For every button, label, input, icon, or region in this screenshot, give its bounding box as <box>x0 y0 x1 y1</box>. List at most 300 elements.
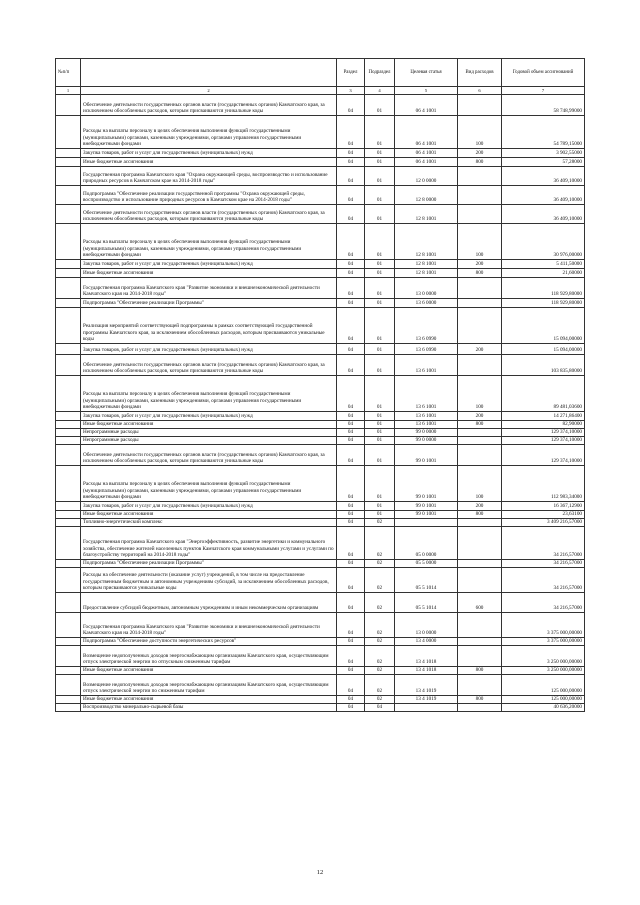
cell-amount: 34 216,57000 <box>502 527 585 560</box>
cell-expense-type: 200 <box>458 260 502 269</box>
cell-expense-type <box>458 613 502 638</box>
cell-description: Расходы на обеспечение деятельности (оказание услуг) учреждений, в том числе на предоставление государственным бюджетным и автономным учреждениям субсидий, за исключением обособленных расходов, которым присваиваются уникальные коды <box>81 568 337 593</box>
cell-subsection: 01 <box>365 511 395 519</box>
table-row <box>56 696 585 704</box>
table-row <box>56 613 585 638</box>
cell-amount: 16 367,12900 <box>502 502 585 511</box>
cell-article <box>395 704 458 712</box>
cell-article: 13 4 1018 <box>395 646 458 667</box>
cell-description: Подпрограмма "Обеспечение доступности энергетических ресурсов" <box>81 638 337 646</box>
cell-section: 04 <box>337 638 365 646</box>
cell-article: 99 0 1001 <box>395 466 458 502</box>
cell-description: Обеспечение деятельности государственных органов власти (государственных органов) Камчатского края, за исключением обособленных расходов, которым присваиваются уникальные коды <box>81 205 337 224</box>
cell-description: Расходы на выплаты персоналу в целях обеспечения выполнения функций государственными (муниципальными) органами, казенными учреждениями, органами управления государственными внебюджетными фондами <box>81 376 337 412</box>
cell-expense-type: 800 <box>458 158 502 167</box>
table-row <box>56 278 585 299</box>
table-row <box>56 421 585 429</box>
cell-description: Государственная программа Камчатского края "Развитие экономики и внешнеэкономической деятельности Камчатского края на 2014-2018 годы" <box>81 278 337 299</box>
cell-article: 05 5 1014 <box>395 568 458 593</box>
cell-subsection: 01 <box>365 466 395 502</box>
column-number: 6 <box>458 87 502 95</box>
cell-article: 12 8 1001 <box>395 205 458 224</box>
cell-description: Обеспечение деятельности государственных органов власти (государственных органов) Камчатского края, за исключением обособленных расходов, которым присваиваются уникальные коды <box>81 355 337 376</box>
cell-section: 04 <box>337 445 365 466</box>
cell-section: 04 <box>337 568 365 593</box>
cell-section: 04 <box>337 224 365 260</box>
header-subsection: Подраздел <box>365 59 395 87</box>
cell-article: 13 0 0000 <box>395 278 458 299</box>
table-row <box>56 466 585 502</box>
cell-description: Топливно-энергетический комплекс <box>81 519 337 527</box>
cell-expense-type: 800 <box>458 421 502 429</box>
cell-amount: 36 409,10000 <box>502 186 585 205</box>
cell-subsection: 01 <box>365 205 395 224</box>
table-row <box>56 527 585 560</box>
cell-article: 99 0 1001 <box>395 445 458 466</box>
cell-amount: 34 216,57000 <box>502 593 585 613</box>
table-row <box>56 95 585 116</box>
cell-subsection: 02 <box>365 696 395 704</box>
cell-section: 04 <box>337 167 365 186</box>
cell-article: 13 6 1001 <box>395 412 458 421</box>
cell-amount: 3 409 216,57000 <box>502 519 585 527</box>
cell-subsection: 01 <box>365 437 395 445</box>
cell-expense-type: 200 <box>458 149 502 158</box>
cell-amount: 3 250 000,00000 <box>502 667 585 675</box>
cell-num <box>56 638 81 646</box>
cell-description: Подпрограмма "Обеспечение реализации Программы" <box>81 299 337 308</box>
cell-expense-type <box>458 186 502 205</box>
cell-article: 13 4 0000 <box>395 638 458 646</box>
cell-subsection: 01 <box>365 260 395 269</box>
cell-description: Подпрограмма "Обеспечение реализации Программы" <box>81 560 337 568</box>
cell-amount: 3 375 000,00000 <box>502 613 585 638</box>
cell-expense-type: 100 <box>458 116 502 149</box>
table-row <box>56 158 585 167</box>
cell-num <box>56 205 81 224</box>
cell-section: 04 <box>337 421 365 429</box>
cell-expense-type <box>458 638 502 646</box>
cell-description: Закупка товаров, работ и услуг для государственных (муниципальных) нужд <box>81 502 337 511</box>
cell-subsection: 01 <box>365 186 395 205</box>
cell-section: 04 <box>337 696 365 704</box>
cell-num <box>56 696 81 704</box>
cell-article: 05 5 1014 <box>395 593 458 613</box>
table-header-row <box>56 59 585 87</box>
cell-subsection: 01 <box>365 376 395 412</box>
cell-amount: 118 929,80000 <box>502 299 585 308</box>
cell-article <box>395 519 458 527</box>
cell-section: 04 <box>337 355 365 376</box>
cell-subsection: 01 <box>365 445 395 466</box>
cell-section: 04 <box>337 412 365 421</box>
cell-section: 04 <box>337 205 365 224</box>
cell-num <box>56 376 81 412</box>
cell-section: 04 <box>337 560 365 568</box>
table-row <box>56 355 585 376</box>
cell-subsection: 01 <box>365 116 395 149</box>
cell-description: Иные бюджетные ассигнования <box>81 667 337 675</box>
cell-amount: 3 902,55000 <box>502 149 585 158</box>
table-row <box>56 638 585 646</box>
cell-amount: 30 976,00000 <box>502 224 585 260</box>
cell-expense-type <box>458 205 502 224</box>
cell-expense-type <box>458 429 502 437</box>
cell-subsection: 01 <box>365 308 395 344</box>
cell-expense-type: 100 <box>458 466 502 502</box>
table-row <box>56 344 585 355</box>
table-row <box>56 667 585 675</box>
cell-description: Государственная программа Камчатского края "Энергоэффективность, развитие энергетики и коммунального хозяйства, обеспечение жителей населенных пунктов Камчатского края коммунальными услугами и услугами по благоустройству территорий на 2014-2018 годы" <box>81 527 337 560</box>
cell-expense-type <box>458 704 502 712</box>
cell-subsection: 01 <box>365 355 395 376</box>
cell-num <box>56 224 81 260</box>
header-article: Целевая статья <box>395 59 458 87</box>
cell-article: 06 4 1001 <box>395 149 458 158</box>
cell-section: 04 <box>337 344 365 355</box>
table-row <box>56 308 585 344</box>
cell-amount: 36 409,10000 <box>502 167 585 186</box>
cell-section: 04 <box>337 376 365 412</box>
cell-subsection: 02 <box>365 675 395 696</box>
cell-section: 04 <box>337 299 365 308</box>
cell-section: 04 <box>337 502 365 511</box>
cell-num <box>56 560 81 568</box>
cell-num <box>56 429 81 437</box>
cell-num <box>56 445 81 466</box>
table-row <box>56 519 585 527</box>
cell-amount: 40 636,20000 <box>502 704 585 712</box>
table-row <box>56 568 585 593</box>
cell-article: 13 4 1019 <box>395 696 458 704</box>
cell-num <box>56 646 81 667</box>
table-row <box>56 445 585 466</box>
cell-subsection: 02 <box>365 519 395 527</box>
column-number: 5 <box>395 87 458 95</box>
cell-description: Иные бюджетные ассигнования <box>81 511 337 519</box>
cell-amount: 129 374,10000 <box>502 429 585 437</box>
page-number: 12 <box>316 869 324 876</box>
cell-amount: 21,60000 <box>502 269 585 278</box>
cell-num <box>56 466 81 502</box>
cell-description: Государственная программа Камчатского края "Охрана окружающей среды, воспроизводство и использование природных ресурсов в Камчатском крае на 2014-2018 годы" <box>81 167 337 186</box>
cell-article: 13 0 0000 <box>395 613 458 638</box>
cell-description: Обеспечение деятельности государственных органов власти (государственных органов) Камчатского края, за исключением обособленных расходов, которым присваиваются уникальные коды <box>81 95 337 116</box>
cell-num <box>56 149 81 158</box>
cell-expense-type <box>458 278 502 299</box>
cell-section: 04 <box>337 613 365 638</box>
cell-expense-type: 200 <box>458 502 502 511</box>
cell-expense-type <box>458 167 502 186</box>
cell-article: 13 6 1001 <box>395 355 458 376</box>
cell-num <box>56 568 81 593</box>
cell-subsection: 01 <box>365 224 395 260</box>
cell-article: 13 6 0990 <box>395 308 458 344</box>
cell-num <box>56 527 81 560</box>
cell-article: 99 0 0000 <box>395 429 458 437</box>
cell-expense-type <box>458 568 502 593</box>
cell-section: 04 <box>337 149 365 158</box>
cell-expense-type: 100 <box>458 376 502 412</box>
cell-description: Непрограммные расходы <box>81 437 337 445</box>
cell-amount: 15 094,00000 <box>502 308 585 344</box>
cell-article: 13 6 1001 <box>395 421 458 429</box>
cell-num <box>56 355 81 376</box>
cell-num <box>56 437 81 445</box>
cell-amount: 34 216,57000 <box>502 560 585 568</box>
cell-amount: 15 094,00000 <box>502 344 585 355</box>
cell-expense-type <box>458 308 502 344</box>
cell-num <box>56 158 81 167</box>
cell-amount: 89 481,03600 <box>502 376 585 412</box>
table-row <box>56 269 585 278</box>
cell-section: 04 <box>337 675 365 696</box>
cell-expense-type <box>458 355 502 376</box>
table-row <box>56 186 585 205</box>
table-row <box>56 260 585 269</box>
cell-description: Расходы на выплаты персоналу в целях обеспечения выполнения функций государственными (муниципальными) органами, казенными учреждениями, органами управления государственными внебюджетными фондами <box>81 466 337 502</box>
cell-description: Расходы на выплаты персоналу в целях обеспечения выполнения функций государственными (муниципальными) органами, казенными учреждениями, органами управления государственными внебюджетными фондами <box>81 116 337 149</box>
cell-amount: 112 983,34000 <box>502 466 585 502</box>
cell-subsection: 02 <box>365 638 395 646</box>
cell-subsection: 02 <box>365 613 395 638</box>
table-row <box>56 511 585 519</box>
cell-expense-type <box>458 527 502 560</box>
cell-description: Закупка товаров, работ и услуг для государственных (муниципальных) нужд <box>81 260 337 269</box>
cell-section: 04 <box>337 511 365 519</box>
cell-article: 13 6 0990 <box>395 344 458 355</box>
table-body <box>56 95 585 712</box>
cell-subsection: 01 <box>365 278 395 299</box>
cell-expense-type <box>458 646 502 667</box>
column-number: 1 <box>56 87 81 95</box>
cell-description: Иные бюджетные ассигнования <box>81 421 337 429</box>
cell-amount: 125 000,00000 <box>502 696 585 704</box>
cell-subsection: 02 <box>365 646 395 667</box>
cell-description: Воспроизводство минерально-сырьевой базы <box>81 704 337 712</box>
cell-expense-type <box>458 299 502 308</box>
table-row <box>56 299 585 308</box>
cell-subsection: 01 <box>365 95 395 116</box>
cell-description: Иные бюджетные ассигнования <box>81 158 337 167</box>
cell-subsection: 01 <box>365 269 395 278</box>
cell-num <box>56 519 81 527</box>
column-number: 3 <box>337 87 365 95</box>
column-number: 4 <box>365 87 395 95</box>
table-row <box>56 675 585 696</box>
cell-description: Иные бюджетные ассигнования <box>81 696 337 704</box>
cell-expense-type <box>458 95 502 116</box>
cell-article: 05 0 0000 <box>395 527 458 560</box>
cell-subsection: 01 <box>365 299 395 308</box>
cell-subsection: 02 <box>365 593 395 613</box>
cell-section: 04 <box>337 186 365 205</box>
cell-article: 99 0 0000 <box>395 437 458 445</box>
table-row <box>56 502 585 511</box>
cell-expense-type: 600 <box>458 593 502 613</box>
cell-num <box>56 613 81 638</box>
cell-num <box>56 421 81 429</box>
cell-description: Расходы на выплаты персоналу в целях обеспечения выполнения функций государственными (муниципальными) органами, казенными учреждениями, органами управления государственными внебюджетными фондами <box>81 224 337 260</box>
cell-section: 04 <box>337 519 365 527</box>
cell-amount: 14 271,86400 <box>502 412 585 421</box>
cell-description: Закупка товаров, работ и услуг для государственных (муниципальных) нужд <box>81 149 337 158</box>
table-row <box>56 437 585 445</box>
cell-article: 13 4 1018 <box>395 667 458 675</box>
cell-expense-type <box>458 560 502 568</box>
header-expense-type: Вид расходов <box>458 59 502 87</box>
cell-description: Предоставление субсидий бюджетным, автономным учреждениям и иным некоммерческим организациям <box>81 593 337 613</box>
cell-section: 04 <box>337 667 365 675</box>
cell-num <box>56 675 81 696</box>
cell-section: 04 <box>337 593 365 613</box>
cell-amount: 54 789,15000 <box>502 116 585 149</box>
cell-amount: 34 216,57000 <box>502 568 585 593</box>
cell-num <box>56 704 81 712</box>
cell-article: 12 8 1001 <box>395 260 458 269</box>
cell-description: Непрограммные расходы <box>81 429 337 437</box>
cell-article: 12 0 0000 <box>395 167 458 186</box>
cell-article: 99 0 1001 <box>395 511 458 519</box>
table-row <box>56 224 585 260</box>
cell-section: 04 <box>337 95 365 116</box>
cell-section: 04 <box>337 466 365 502</box>
table-row <box>56 149 585 158</box>
cell-expense-type: 800 <box>458 511 502 519</box>
cell-section: 04 <box>337 308 365 344</box>
cell-expense-type <box>458 675 502 696</box>
cell-expense-type <box>458 519 502 527</box>
cell-amount: 82,90000 <box>502 421 585 429</box>
cell-subsection: 01 <box>365 502 395 511</box>
cell-description: Закупка товаров, работ и услуг для государственных (муниципальных) нужд <box>81 412 337 421</box>
cell-subsection: 01 <box>365 429 395 437</box>
cell-num <box>56 593 81 613</box>
cell-description: Государственная программа Камчатского края "Развитие экономики и внешнеэкономической деятельности Камчатского края на 2014-2018 годы" <box>81 613 337 638</box>
header-num: №п/п <box>56 59 81 87</box>
cell-section: 04 <box>337 437 365 445</box>
cell-article: 99 0 1001 <box>395 502 458 511</box>
cell-amount: 57,28000 <box>502 158 585 167</box>
cell-subsection: 02 <box>365 560 395 568</box>
cell-num <box>56 95 81 116</box>
cell-subsection: 01 <box>365 412 395 421</box>
cell-description: Иные бюджетные ассигнования <box>81 269 337 278</box>
cell-expense-type <box>458 445 502 466</box>
cell-amount: 125 000,00000 <box>502 675 585 696</box>
cell-num <box>56 186 81 205</box>
cell-amount: 58 748,99000 <box>502 95 585 116</box>
cell-subsection: 01 <box>365 421 395 429</box>
table-row <box>56 429 585 437</box>
cell-num <box>56 167 81 186</box>
cell-section: 04 <box>337 646 365 667</box>
table-row <box>56 167 585 186</box>
table-row <box>56 376 585 412</box>
cell-article: 12 8 0000 <box>395 186 458 205</box>
cell-subsection: 02 <box>365 527 395 560</box>
cell-num <box>56 412 81 421</box>
cell-amount: 129 374,10000 <box>502 437 585 445</box>
cell-section: 04 <box>337 158 365 167</box>
cell-num <box>56 511 81 519</box>
cell-description: Обеспечение деятельности государственных органов власти (государственных органов) Камчатского края, за исключением обособленных расходов, которым присваиваются уникальные коды <box>81 445 337 466</box>
column-number: 7 <box>502 87 585 95</box>
table-row <box>56 205 585 224</box>
table-row <box>56 412 585 421</box>
cell-description: Подпрограмма "Обеспечение реализации государственной программы "Охрана окружающей среды, воспроизводство и использование природных ресурсов в Камчатском крае на 2014-2018 годы" <box>81 186 337 205</box>
column-number: 2 <box>81 87 337 95</box>
cell-subsection: 01 <box>365 344 395 355</box>
cell-subsection: 04 <box>365 704 395 712</box>
table-row <box>56 646 585 667</box>
cell-description: Закупка товаров, работ и услуг для государственных (муниципальных) нужд <box>81 344 337 355</box>
cell-amount: 129 374,10000 <box>502 445 585 466</box>
table-row <box>56 560 585 568</box>
cell-amount: 3 250 000,00000 <box>502 646 585 667</box>
cell-num <box>56 502 81 511</box>
cell-amount: 5 411,50000 <box>502 260 585 269</box>
cell-expense-type: 200 <box>458 412 502 421</box>
cell-article: 05 5 0000 <box>395 560 458 568</box>
cell-article: 13 4 1019 <box>395 675 458 696</box>
cell-subsection: 01 <box>365 158 395 167</box>
cell-article: 13 6 0000 <box>395 299 458 308</box>
cell-article: 06 4 1001 <box>395 116 458 149</box>
cell-section: 04 <box>337 269 365 278</box>
cell-section: 04 <box>337 429 365 437</box>
cell-subsection: 01 <box>365 149 395 158</box>
cell-num <box>56 299 81 308</box>
budget-table <box>55 58 585 712</box>
cell-amount: 3 375 000,00000 <box>502 638 585 646</box>
cell-article: 12 8 1001 <box>395 224 458 260</box>
cell-description: Возмещение недополученных доходов энергоснабжающим организациям Камчатского края, осуществляющим отпуск электрической энергии по отпускным сниженным тарифам <box>81 646 337 667</box>
cell-description: Реализация мероприятий соответствующей подпрограммы в рамках соответствующей государственной программы Камчатского края, за исключением обособленных расходов, которым присваиваются уникальные коды <box>81 308 337 344</box>
header-section: Раздел <box>337 59 365 87</box>
cell-amount: 103 835,80000 <box>502 355 585 376</box>
cell-expense-type <box>458 437 502 445</box>
cell-section: 04 <box>337 260 365 269</box>
cell-expense-type: 800 <box>458 696 502 704</box>
table-row <box>56 593 585 613</box>
cell-num <box>56 116 81 149</box>
column-number-row <box>56 87 585 95</box>
cell-num <box>56 278 81 299</box>
cell-article: 06 4 1001 <box>395 158 458 167</box>
cell-section: 04 <box>337 116 365 149</box>
cell-expense-type: 800 <box>458 269 502 278</box>
cell-article: 12 8 1001 <box>395 269 458 278</box>
cell-num <box>56 344 81 355</box>
cell-article: 13 6 1001 <box>395 376 458 412</box>
cell-amount: 23,63100 <box>502 511 585 519</box>
cell-num <box>56 269 81 278</box>
cell-subsection: 02 <box>365 568 395 593</box>
header-amount: Годовой объем ассигнований <box>502 59 585 87</box>
cell-num <box>56 308 81 344</box>
cell-subsection: 01 <box>365 167 395 186</box>
cell-amount: 36 409,10000 <box>502 205 585 224</box>
cell-article: 06 4 1001 <box>395 95 458 116</box>
cell-section: 04 <box>337 278 365 299</box>
cell-section: 04 <box>337 527 365 560</box>
cell-expense-type: 100 <box>458 224 502 260</box>
cell-subsection: 02 <box>365 667 395 675</box>
cell-section: 04 <box>337 704 365 712</box>
cell-description: Возмещение недополученных доходов энергоснабжающим организациям Камчатского края, осуществляющим отпуск электрической энергии по сниженным тарифам <box>81 675 337 696</box>
table-row <box>56 704 585 712</box>
